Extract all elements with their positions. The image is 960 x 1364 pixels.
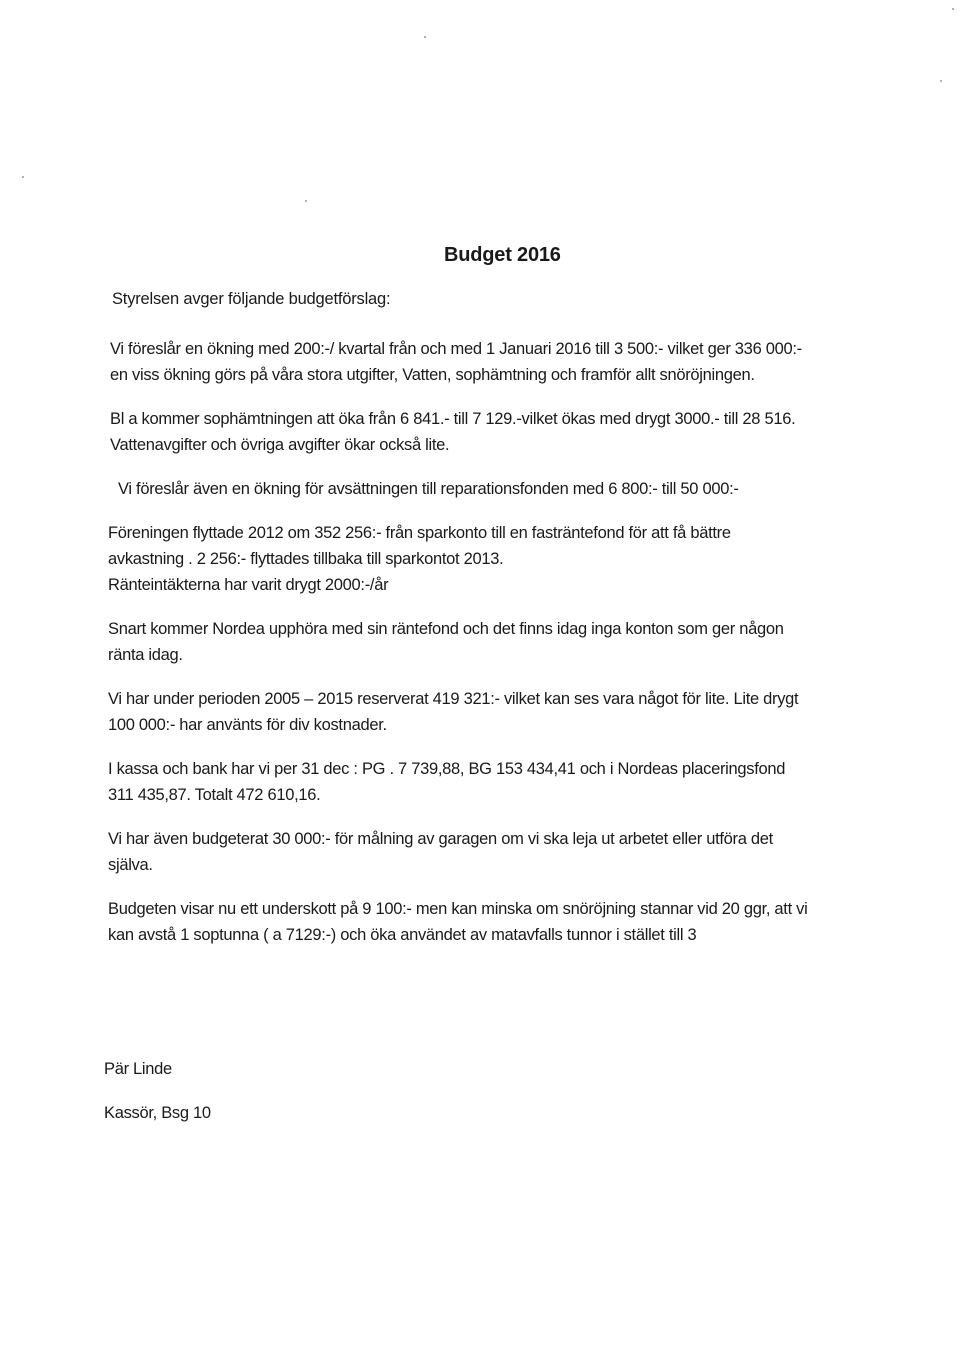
paragraph-line: Ränteintäkterna har varit drygt 2000:-/år: [108, 576, 389, 594]
paragraph-line: kan avstå 1 soptunna ( a 7129:-) och öka användet av matavfalls tunnor i stället till 3: [108, 926, 697, 944]
paragraph-line: I kassa och bank har vi per 31 dec : PG . 7 739,88, BG 153 434,41 och i Nordeas placeringsfond: [108, 760, 786, 778]
paragraph-line: Bl a kommer sophämtningen att öka från 6 841.- till 7 129.-vilket ökas med drygt 3000.- till 28 516.: [110, 410, 796, 428]
paragraph-line: 311 435,87. Totalt 472 610,16.: [108, 786, 321, 804]
paragraph-line: avkastning . 2 256:- flyttades tillbaka till sparkontot 2013.: [108, 550, 504, 568]
scan-speck: [952, 8, 954, 10]
paragraph-line: Vi har även budgeterat 30 000:- för målning av garagen om vi ska leja ut arbetet eller utföra det: [108, 830, 773, 848]
signature-name: Pär Linde: [104, 1060, 172, 1078]
paragraph-line: Föreningen flyttade 2012 om 352 256:- från sparkonto till en fasträntefond för att få bättre: [108, 524, 731, 542]
paragraph-line: Budgeten visar nu ett underskott på 9 100:- men kan minska om snöröjning stannar vid 20 ggr, att vi: [108, 900, 808, 918]
document-title: Budget 2016: [444, 244, 561, 266]
paragraph-line: själva.: [108, 856, 153, 874]
paragraph-line: en viss ökning görs på våra stora utgifter, Vatten, sophämtning och framför allt snöröjningen.: [110, 366, 755, 384]
paragraph-line: Vi föreslår en ökning med 200:-/ kvartal från och med 1 Januari 2016 till 3 500:- vilket ger 336 000:-: [110, 340, 802, 358]
scan-speck: [305, 200, 307, 202]
scan-speck: [940, 80, 942, 82]
scan-speck: [22, 176, 24, 178]
paragraph-line: Vi föreslår även en ökning för avsättningen till reparationsfonden med 6 800:- till 50 000:-: [118, 480, 739, 498]
paragraph-line: 100 000:- har använts för div kostnader.: [108, 716, 387, 734]
signature-role: Kassör, Bsg 10: [104, 1104, 211, 1122]
intro-text: Styrelsen avger följande budgetförslag:: [112, 290, 391, 308]
paragraph-line: Vattenavgifter och övriga avgifter ökar också lite.: [110, 436, 450, 454]
paragraph-line: ränta idag.: [108, 646, 183, 664]
scan-speck: [424, 36, 426, 38]
paragraph-line: Snart kommer Nordea upphöra med sin räntefond och det finns idag inga konton som ger någon: [108, 620, 784, 638]
paragraph-line: Vi har under perioden 2005 – 2015 reserverat 419 321:- vilket kan ses vara något för lite. Lite drygt: [108, 690, 799, 708]
